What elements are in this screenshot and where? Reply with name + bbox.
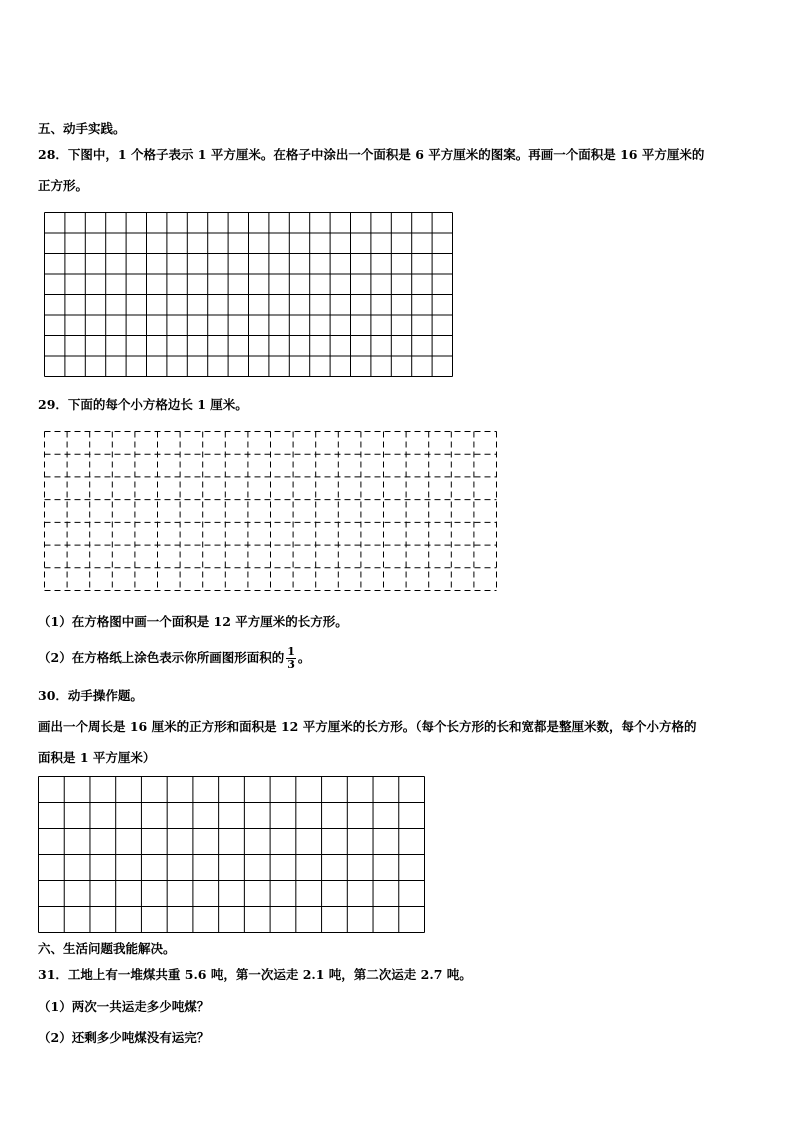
q31-part1: （1）两次一共运走多少吨煤？ — [38, 999, 210, 1014]
q29-part1: （1）在方格图中画一个面积是 12 平方厘米的长方形。 — [38, 614, 348, 629]
section6-title: 六、生活问题我能解决。 — [38, 941, 176, 956]
q31-title: 31．工地上有一堆煤共重 5.6 吨，第一次运走 2.1 吨，第二次运走 2.7 吨。 — [38, 967, 472, 982]
fraction-numerator: 1 — [287, 645, 295, 658]
q28-grid[interactable] — [44, 212, 454, 378]
q30-text-line2: 面积是 1 平方厘米） — [38, 750, 156, 765]
q29-grid[interactable] — [44, 431, 498, 592]
fraction-denominator: 3 — [287, 658, 295, 671]
q29-part2-end: 。 — [297, 650, 311, 665]
q30-text-line1: 画出一个周长是 16 厘米的正方形和面积是 12 平方厘米的长方形。（每个长方形的长和宽都是整厘米数，每个小方格的 — [38, 719, 697, 734]
q28-text-line1: 28．下图中，1 个格子表示 1 平方厘米。在格子中涂出一个面积是 6 平方厘米的图案。再画一个面积是 16 平方厘米的 — [38, 147, 705, 162]
section5-title: 五、动手实践。 — [38, 121, 126, 136]
q29-title: 29．下面的每个小方格边长 1 厘米。 — [38, 397, 248, 412]
q29-part2 — [38, 645, 310, 671]
q31-part2: （2）还剩多少吨煤没有运完？ — [38, 1030, 210, 1045]
fraction — [286, 646, 296, 671]
q30-title: 30．动手操作题。 — [38, 688, 143, 703]
q29-part2-text: （2）在方格纸上涂色表示你所画图形面积的 — [38, 650, 285, 665]
q28-text-line2: 正方形。 — [38, 178, 89, 193]
q30-grid[interactable] — [38, 776, 426, 934]
